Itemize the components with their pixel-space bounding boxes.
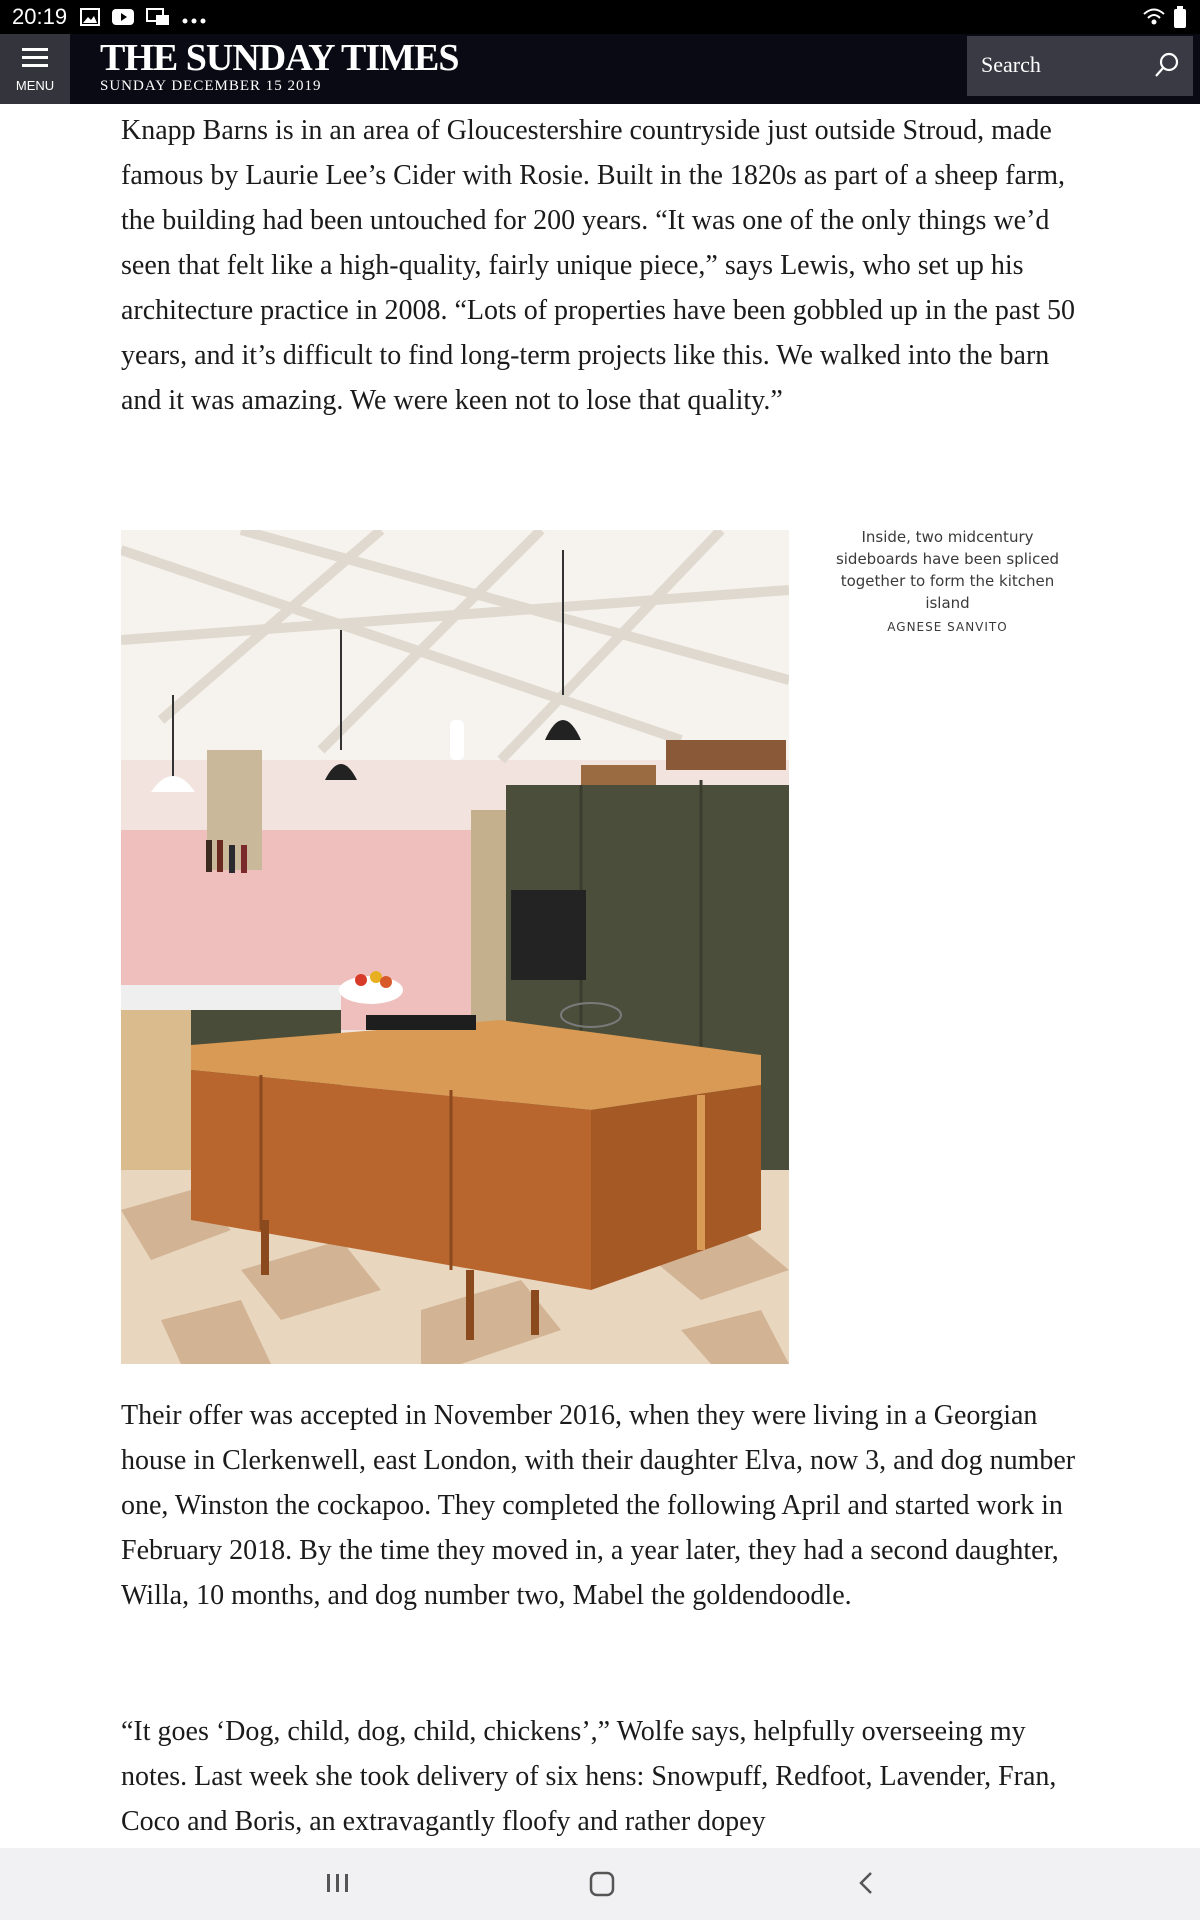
photo-caption (820, 526, 1075, 634)
masthead[interactable] (100, 36, 459, 95)
image-icon (80, 8, 100, 31)
photo-credit: AGNESE SANVITO (887, 620, 1008, 634)
kitchen-photo[interactable] (121, 530, 789, 1364)
search-icon (1153, 51, 1181, 84)
home-icon[interactable] (588, 1868, 616, 1903)
status-bar (0, 0, 1200, 34)
article-paragraph: “It goes ‘Dog, child, dog, child, chickens’,” Wolfe says, helpfully overseeing my notes. Last week she took delivery of six hens: Snowpuff, Redfoot, Lavender, Fran, Coco and Boris, an extravagantly floofy and rather dopey (121, 1716, 1057, 1837)
caption-text: Inside, two midcentury sideboards have been spliced together to form the kitchen island (835, 528, 1060, 612)
wifi-icon (1142, 7, 1166, 32)
article-paragraph: Knapp Barns is in an area of Gloucestershire countryside just outside Stroud, made famous by Laurie Lee’s Cider with Rosie. Built in the 1820s as part of a sheep farm, the building had been untouched for 200 years. “It was one of the only things we’d seen that felt like a high-quality, fairly unique piece,” says Lewis, who set up his architecture practice in 2008. “Lots of properties have been gobbled up in the past 50 years, and it’s difficult to find long-term projects like this. We walked into the barn and it was amazing. We were keen not to lose that quality.” (121, 115, 1075, 416)
battery-icon (1174, 6, 1186, 33)
system-nav-bar (0, 1848, 1200, 1920)
edition-date: SUNDAY DECEMBER 15 2019 (100, 78, 322, 94)
site-header (0, 34, 1200, 104)
article-paragraph: Their offer was accepted in November 2016, when they were living in a Georgian house in Clerkenwell, east London, with their daughter Elva, now 3, and dog number one, Winston the cockapoo. They completed the following April and started work in February 2018. By the time they moved in, a year later, they had a second daughter, Willa, 10 months, and dog number two, Mabel the goldendoodle. (121, 1400, 1076, 1611)
recents-icon[interactable] (326, 1868, 350, 1903)
menu-button[interactable] (0, 34, 70, 104)
youtube-icon (112, 9, 134, 30)
brand-title: THE SUNDAY TIMES (100, 37, 459, 79)
status-time: 20:19 (12, 4, 68, 29)
back-icon[interactable] (856, 1868, 876, 1903)
search-label: Search (981, 52, 1041, 77)
screen-icon (146, 8, 170, 31)
more-icon (182, 11, 206, 29)
hamburger-icon (22, 48, 48, 72)
search-button[interactable] (967, 36, 1193, 96)
menu-label: MENU (15, 78, 55, 93)
